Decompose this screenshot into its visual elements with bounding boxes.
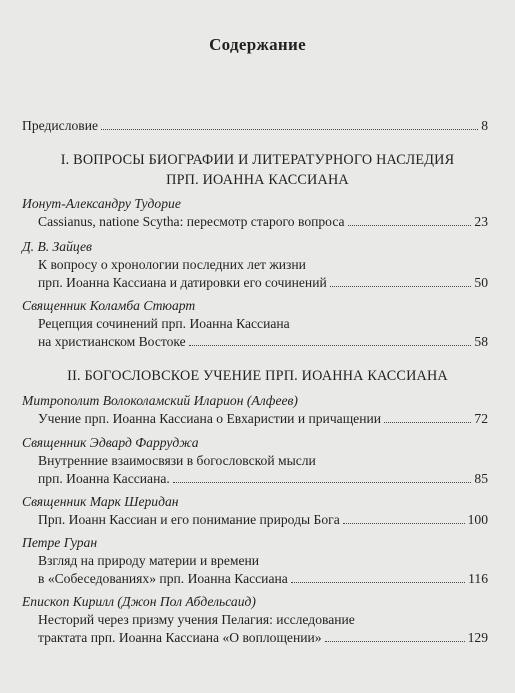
entry-title: Несторий через призму учения Пелагия: исследование bbox=[38, 612, 355, 627]
entry-page: 8 bbox=[481, 118, 488, 133]
entry-title: Учение прп. Иоанна Кассиана о Евхаристии и причащении bbox=[38, 411, 382, 426]
leader-dots bbox=[343, 522, 465, 524]
entry-title: Cassianus, natione Scytha: пересмотр старого вопроса bbox=[38, 214, 345, 229]
entry-author: Петре Гуран bbox=[22, 535, 98, 550]
toc-entry bbox=[38, 275, 488, 291]
entry-title: трактата прп. Иоанна Кассиана «О воплощении» bbox=[38, 630, 322, 645]
leader-dots bbox=[173, 481, 472, 483]
toc-entry bbox=[38, 471, 488, 487]
entry-title: прп. Иоанна Кассиана. bbox=[38, 471, 170, 486]
entry-page: 116 bbox=[468, 571, 488, 586]
entry-author: Епископ Кирилл (Джон Пол Абдельсаид) bbox=[22, 594, 256, 609]
toc-heading: Содержание bbox=[209, 35, 306, 54]
toc-entry-preface bbox=[22, 118, 488, 134]
entry-author: Священник Марк Шеридан bbox=[22, 494, 179, 509]
entry-author: Д. В. Зайцев bbox=[22, 239, 92, 254]
leader-dots bbox=[189, 344, 472, 346]
entry-title: Взгляд на природу материи и времени bbox=[38, 553, 260, 568]
entry-title: Прп. Иоанн Кассиан и его понимание природы Бога bbox=[38, 512, 340, 527]
toc-entry bbox=[38, 630, 488, 646]
leader-dots bbox=[348, 224, 472, 226]
entry-page: 23 bbox=[474, 214, 488, 229]
leader-dots bbox=[325, 640, 465, 642]
entry-page: 72 bbox=[474, 411, 488, 426]
entry-title: в «Собеседованиях» прп. Иоанна Кассиана bbox=[38, 571, 288, 586]
entry-title: прп. Иоанна Кассиана и датировки его сочинений bbox=[38, 275, 327, 290]
leader-dots bbox=[101, 128, 478, 130]
entry-title: Внутренние взаимосвязи в богословской мысли bbox=[38, 453, 316, 468]
entry-author: Митрополит Волоколамский Иларион (Алфеев) bbox=[22, 393, 298, 408]
toc-entry bbox=[38, 334, 488, 350]
leader-dots bbox=[384, 421, 471, 423]
entry-author: Священник Эдвард Фарруджа bbox=[22, 435, 199, 450]
leader-dots bbox=[330, 285, 472, 287]
entry-author: Ионут-Александру Тудорие bbox=[22, 196, 181, 211]
entry-title: К вопросу о хронологии последних лет жизни bbox=[38, 257, 306, 272]
entry-page: 85 bbox=[474, 471, 488, 486]
toc-entry bbox=[38, 512, 488, 528]
entry-page: 100 bbox=[467, 512, 488, 527]
entry-page: 129 bbox=[467, 630, 488, 645]
section-heading: ПРП. ИОАННА КАССИАНА bbox=[166, 172, 349, 188]
entry-author: Священник Коламба Стюарт bbox=[22, 298, 196, 313]
section-heading: I. ВОПРОСЫ БИОГРАФИИ И ЛИТЕРАТУРНОГО НАСЛЕДИЯ bbox=[60, 152, 455, 168]
entry-title: на христианском Востоке bbox=[38, 334, 186, 349]
toc-entry bbox=[38, 411, 488, 427]
toc-entry bbox=[38, 571, 488, 587]
entry-title: Предисловие bbox=[22, 118, 99, 133]
section-heading: II. БОГОСЛОВСКОЕ УЧЕНИЕ ПРП. ИОАННА КАССИАНА bbox=[67, 368, 448, 384]
entry-page: 50 bbox=[474, 275, 488, 290]
toc-entry bbox=[38, 214, 488, 230]
entry-page: 58 bbox=[474, 334, 488, 349]
entry-title: Рецепция сочинений прп. Иоанна Кассиана bbox=[38, 316, 290, 331]
leader-dots bbox=[291, 581, 465, 583]
